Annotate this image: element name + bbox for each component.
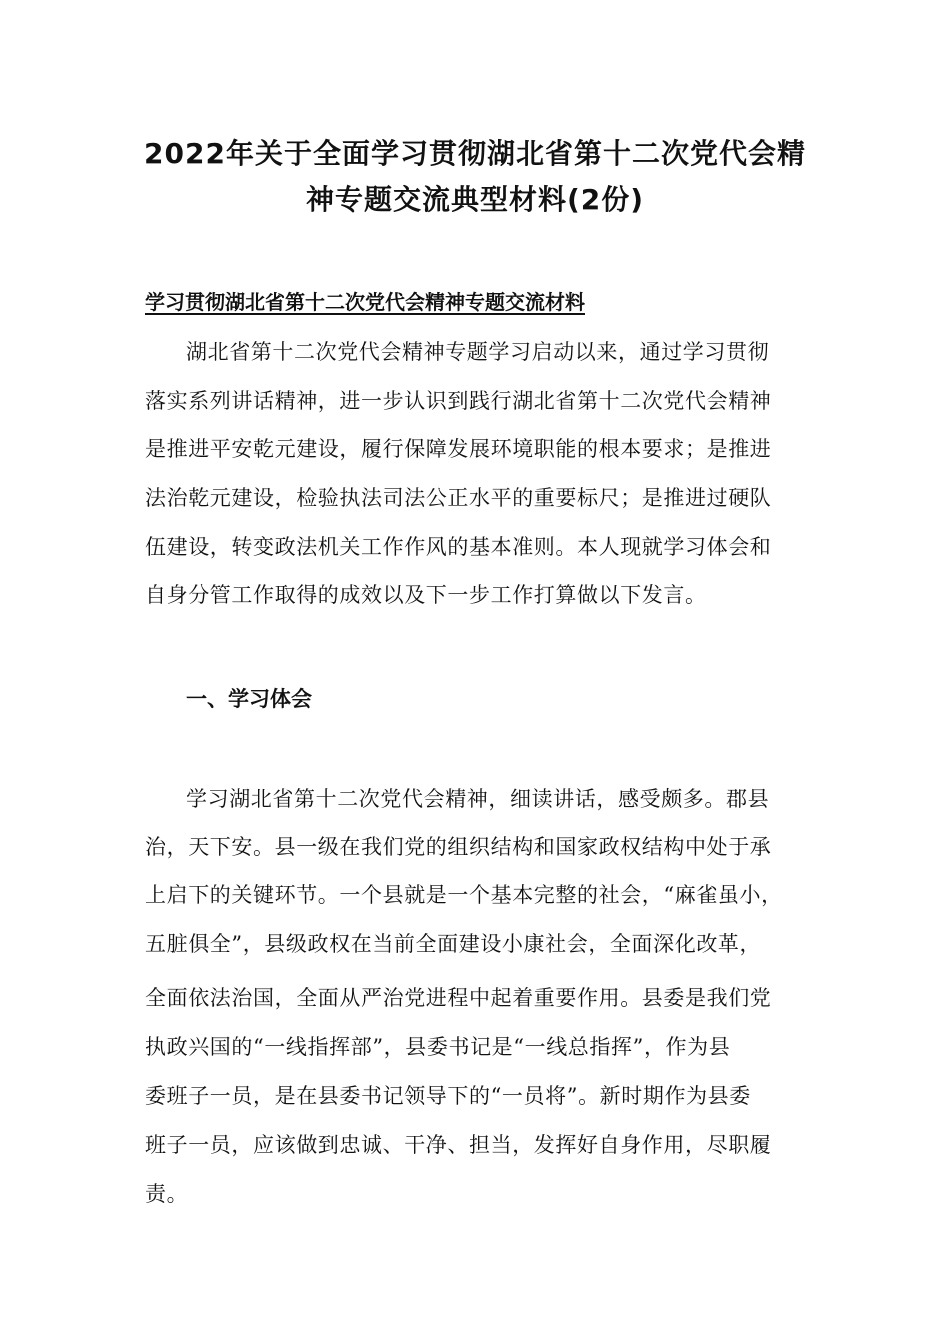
paragraph-1-line: 是推进平安乾元建设，履行保障发展环境职能的根本要求；是推进 [145,437,772,461]
paragraph-2-line: 全面依法治国，全面从严治党进程中起着重要作用。县委是我们党 [145,986,772,1010]
document-title-line-2: 神专题交流典型材料(2份) [305,183,645,216]
paragraph-1-line: 湖北省第十二次党代会精神专题学习启动以来，通过学习贯彻 [186,340,770,364]
paragraph-2-line: 上启下的关键环节。一个县就是一个基本完整的社会，“麻雀虽小， [145,883,783,907]
paragraph-1-line: 落实系列讲话精神，进一步认识到践行湖北省第十二次党代会精神 [145,389,772,413]
paragraph-2-line: 责。 [145,1182,189,1206]
paragraph-1-line: 伍建设，转变政法机关工作作风的基本准则。本人现就学习体会和 [145,535,772,559]
document-title-line-1: 2022年关于全面学习贯彻湖北省第十二次党代会精 [144,137,806,170]
paragraph-2-line: 五脏俱全”，县级政权在当前全面建设小康社会，全面深化改革， [145,932,762,956]
paragraph-2-line: 委班子一员，是在县委书记领导下的“一员将”。新时期作为县委 [145,1084,751,1108]
paragraph-1-line: 法治乾元建设，检验执法司法公正水平的重要标尺；是推进过硬队 [145,486,772,510]
section-subtitle: 学习贯彻湖北省第十二次党代会精神专题交流材料 [145,290,585,314]
section-heading: 一、学习体会 [186,687,312,711]
paragraph-1-line: 自身分管工作取得的成效以及下一步工作打算做以下发言。 [145,583,707,607]
paragraph-2-line: 学习湖北省第十二次党代会精神，细读讲话，感受颇多。郡县 [186,787,770,811]
paragraph-2-line: 治，天下安。县一级在我们党的组织结构和国家政权结构中处于承 [145,835,772,859]
paragraph-2-line: 执政兴国的“一线指挥部”，县委书记是“一线总指挥”，作为县 [145,1035,731,1059]
paragraph-2-line: 班子一员，应该做到忠诚、干净、担当，发挥好自身作用，尽职履 [145,1133,772,1157]
